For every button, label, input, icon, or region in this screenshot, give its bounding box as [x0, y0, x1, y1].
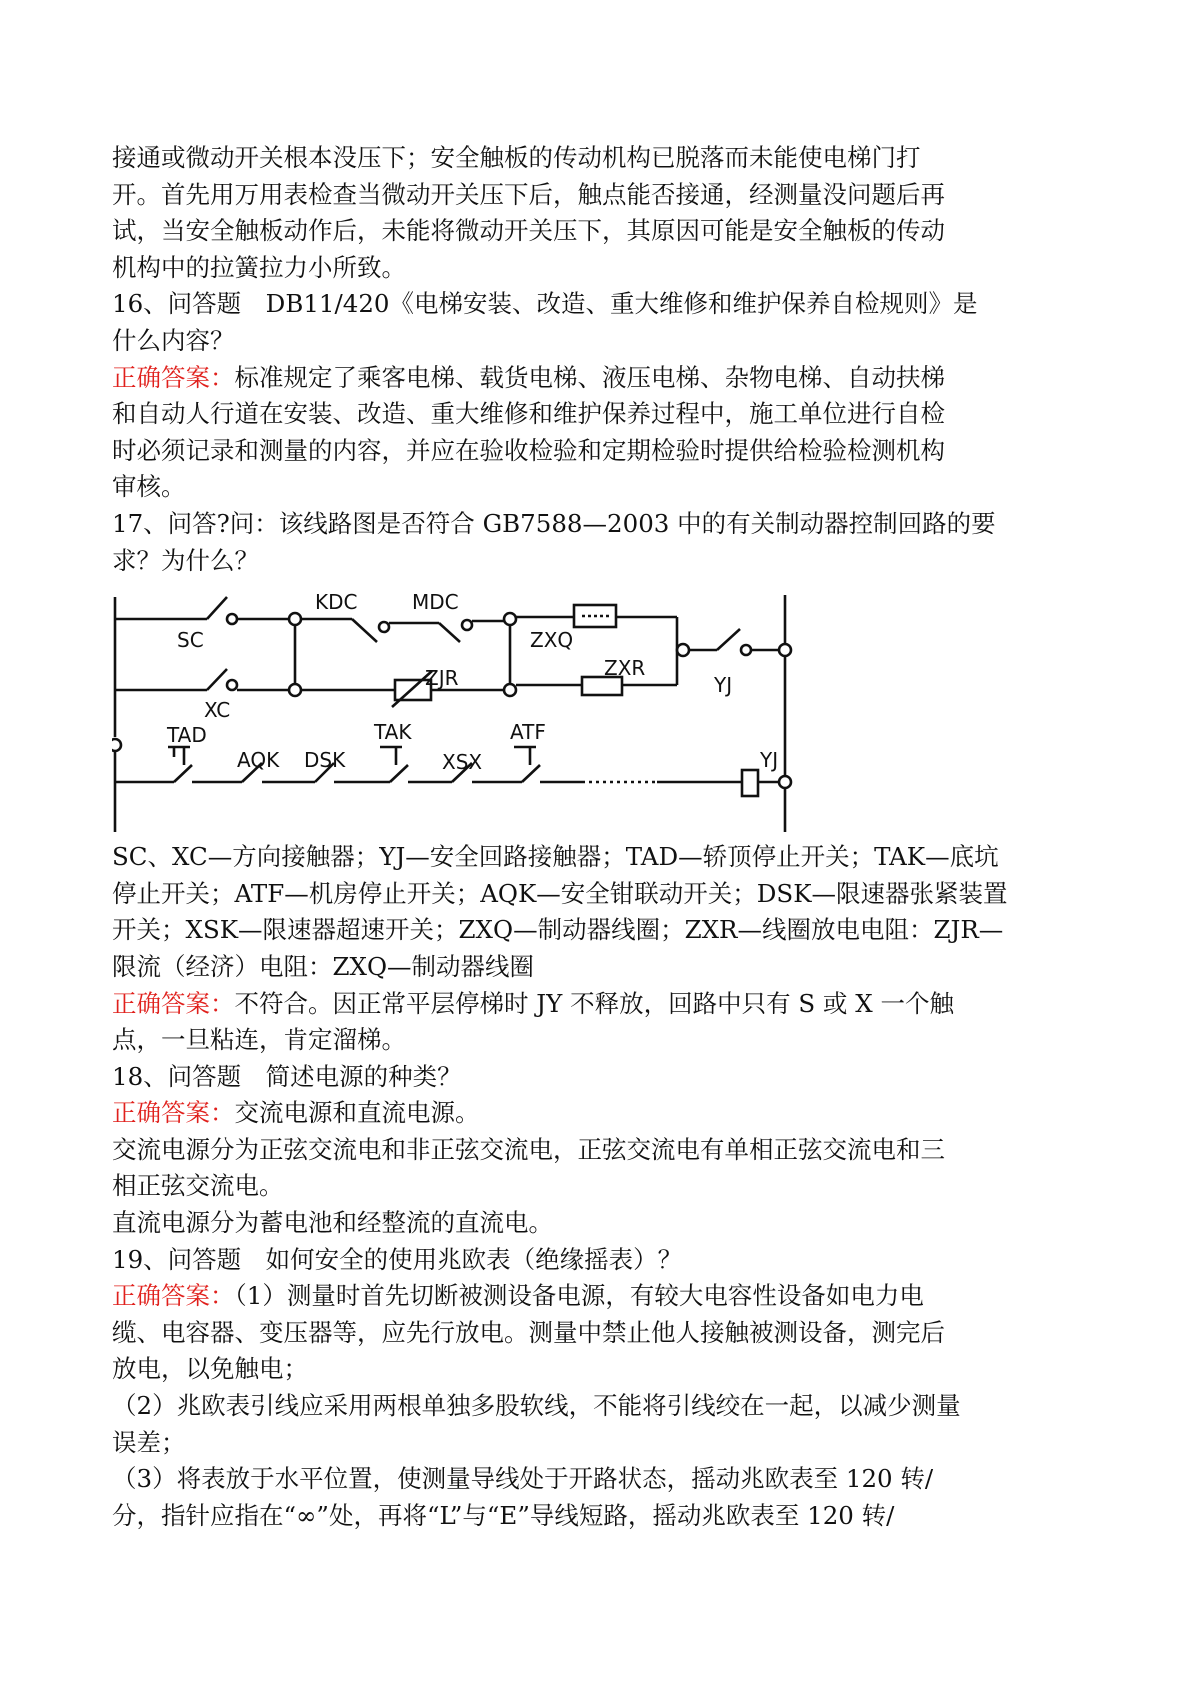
- text-line: 分，指针应指在“∞”处，再将“L”与“E”导线短路，摇动兆欧表至 120 转/: [112, 1500, 895, 1530]
- answer-text: （1）测量时首先切断被测设备电源，有较大电容性设备如电力电: [234, 1281, 924, 1311]
- answer-label: 正确答案：: [112, 1281, 235, 1311]
- question-17: 17、问答?问：该线路图是否符合 GB7588—2003 中的有关制动器控制回路的要: [112, 508, 996, 538]
- label-xsx: XSX: [442, 750, 483, 775]
- label-zxq: ZXQ: [530, 628, 574, 653]
- question-16-cont: 什么内容？: [112, 325, 235, 355]
- text-line: 直流电源分为蓄电池和经整流的直流电。: [112, 1208, 553, 1238]
- text-line: 放电，以免触电；: [112, 1354, 308, 1384]
- text-line: （2）兆欧表引线应采用两根单独多股软线，不能将引线绞在一起，以减少测量: [112, 1391, 961, 1421]
- text-line: 试，当安全触板动作后，未能将微动开关压下，其原因可能是安全触板的传动: [112, 216, 945, 246]
- legend-line: SC、XC—方向接触器；YJ—安全回路接触器；TAD—轿顶停止开关；TAK—底坑: [112, 842, 999, 872]
- label-yj-contact: YJ: [714, 673, 733, 698]
- text-line: （3）将表放于水平位置，使测量导线处于开路状态，摇动兆欧表至 120 转/: [112, 1464, 934, 1494]
- text-line: 时必须记录和测量的内容，并应在验收检验和定期检验时提供给检验检测机构: [112, 435, 945, 465]
- question-19: 19、问答题 如何安全的使用兆欧表（绝缘摇表）？: [112, 1244, 683, 1274]
- answer-17: [112, 986, 1087, 1023]
- label-atf: ATF: [510, 720, 546, 745]
- label-yj-coil: YJ: [760, 748, 779, 773]
- label-dsk: DSK: [304, 748, 346, 773]
- answer-text: 交流电源和直流电源。: [234, 1098, 480, 1128]
- answer-label: 正确答案：: [112, 362, 235, 392]
- label-xc: XC: [204, 698, 231, 723]
- question-18: 18、问答题 简述电源的种类？: [112, 1061, 462, 1091]
- answer-text: 标准规定了乘客电梯、载货电梯、液压电梯、杂物电梯、自动扶梯: [234, 362, 945, 392]
- label-aqk: AQK: [237, 748, 280, 773]
- label-zxr: ZXR: [604, 656, 646, 681]
- label-kdc: KDC: [315, 590, 358, 615]
- text-line: 机构中的拉簧拉力小所致。: [112, 252, 406, 282]
- answer-19: [112, 1278, 1087, 1315]
- answer-16: [112, 360, 1087, 397]
- document-page: [112, 140, 1087, 1534]
- label-tak: TAK: [374, 720, 412, 745]
- question-16: 16、问答题 DB11/420《电梯安装、改造、重大维修和维护保养自检规则》是: [112, 289, 978, 319]
- label-mdc: MDC: [412, 590, 459, 615]
- legend-line: 限流（经济）电阻：ZXQ—制动器线圈: [112, 951, 535, 981]
- legend-line: 开关；XSK—限速器超速开关；ZXQ—制动器线圈；ZXR—线圈放电电阻：ZJR—: [112, 915, 1004, 945]
- label-zjr: ZJR: [425, 666, 459, 691]
- text-line: 接通或微动开关根本没压下；安全触板的传动机构已脱落而未能使电梯门打: [112, 143, 921, 172]
- label-sc: SC: [177, 628, 204, 653]
- legend-line: 停止开关；ATF—机房停止开关；AQK—安全钳联动开关；DSK—限速器张紧装置: [112, 878, 1008, 908]
- answer-label: 正确答案：: [112, 1098, 235, 1128]
- answer-label: 正确答案：: [112, 988, 235, 1018]
- answer-18: [112, 1095, 1087, 1132]
- text-line: 开。首先用万用表检查当微动开关压下后，触点能否接通，经测量没问题后再: [112, 179, 945, 209]
- question-17-cont: 求？为什么？: [112, 545, 259, 575]
- text-line: 误差；: [112, 1427, 186, 1457]
- brake-circuit-diagram: [112, 587, 1087, 837]
- text-line: 交流电源分为正弦交流电和非正弦交流电，正弦交流电有单相正弦交流电和三: [112, 1134, 945, 1164]
- text-line: 和自动人行道在安装、改造、重大维修和维护保养过程中，施工单位进行自检: [112, 399, 945, 429]
- text-line: 相正弦交流电。: [112, 1171, 284, 1201]
- text-line: 缆、电容器、变压器等，应先行放电。测量中禁止他人接触被测设备，测完后: [112, 1317, 945, 1347]
- answer-text: 不符合。因正常平层停梯时 JY 不释放，回路中只有 S 或 X 一个触: [234, 988, 954, 1018]
- label-tad: TAD: [167, 723, 207, 748]
- text-line: 审核。: [112, 472, 186, 502]
- text-line: 点，一旦粘连，肯定溜梯。: [112, 1025, 406, 1055]
